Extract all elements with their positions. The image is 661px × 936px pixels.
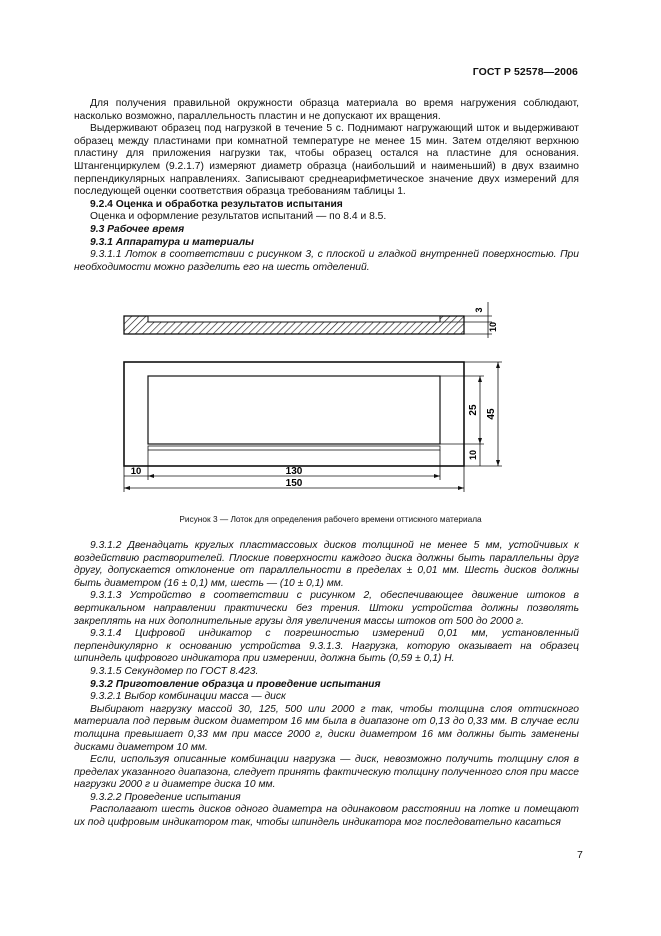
- paragraph: Если, используя описанные комбинации нагрузка — диск, невозможно получить толщину слоя в пределах указанного диапазона, следует принять фактическую толщину полученного слоя при массе нагрузки 2000 г и диаметре диска 10 мм.: [74, 754, 579, 791]
- tray-drawing: [100, 298, 560, 508]
- paragraph: 9.3.2.2 Проведение испытания: [90, 791, 241, 803]
- paragraph: 9.3.1.1 Лоток в соответствии с рисунком 3, с плоской и гладкой внутренней поверхностью. При необходимости можно разделить его на шесть отделений.: [74, 249, 579, 273]
- text-block-top: [74, 98, 579, 274]
- paragraph: 9.3.1.4 Цифровой индикатор с погрешностью измерений 0,01 мм, установленный перпендикулярно к основанию устройства 9.3.1.3. Нагрузка, которую оказывает на образец шпиндель цифрового индикатора при измерении, должна быть (0,59 ± 0,1) Н.: [74, 628, 579, 665]
- paragraph: Располагают шесть дисков одного диаметра на одинаковом расстоянии на лотке и помещают их под цифровым индикатором так, чтобы шпиндель индикатора мог последовательно касаться: [74, 804, 579, 829]
- paragraph: 9.3.2.1 Выбор комбинации масса — диск: [90, 691, 286, 703]
- paragraph: Для получения правильной окружности образца материала во время нагружения соблюдают, насколько возможно, параллельность пластин и не допускают их вращения.: [74, 98, 579, 122]
- standard-header: ГОСТ Р 52578—2006: [472, 66, 578, 78]
- paragraph: Оценка и оформление результатов испытаний — по 8.4 и 8.5.: [90, 211, 387, 223]
- section-heading: 9.3 Рабочее время: [90, 223, 185, 235]
- paragraph: 9.3.1.5 Секундомер по ГОСТ 8.423.: [90, 665, 259, 677]
- paragraph: Выдерживают образец под нагрузкой в течение 5 с. Поднимают нагружающий шток и выдерживают образец между пластинами при комнатной температуре не менее 15 мин. Затем отделяют верхнюю пластину для приложения нагрузки так, чтобы образец остался на пластине для основания. Штангенциркулем (9.2.1.7) измеряют диаметр образца (наибольший и наименьший) в двух взаимно перпендикулярных направлениях. Записывают среднеарифметическое значение двух измерений для последующей оценки соответствия образца требованиям таблицы 1.: [74, 123, 579, 198]
- paragraph: 9.3.1.3 Устройство в соответствии с рисунком 2, обеспечивающее движение штоков в вертикальном направлении практически без трения. Штоки устройства должны позволять закреплять на них дополнительные грузы для увеличения массы штоков от 500 до 2000 г.: [74, 590, 579, 627]
- figure-caption: Рисунок 3 — Лоток для определения рабочего времени оттискного материала: [179, 514, 482, 524]
- paragraph: Выбирают нагрузку массой 30, 125, 500 или 2000 г так, чтобы толщина слоя оттискного материала под первым диском диаметром 16 мм была в диапазоне от 0,13 до 0,33 мм. В случае если толщина превышает 0,33 мм при массе 2000 г, диски диаметром 16 мм должны быть заменены дисками диаметром 10 мм.: [74, 703, 579, 753]
- paragraph: 9.3.1.2 Двенадцать круглых пластмассовых дисков толщиной не менее 5 мм, устойчивых к воздействию растворителей. Плоские поверхности каждого диска должны быть параллельны друг другу, допускается отклонение от параллельности в пределах ± 0,01 мм. Шесть дисков должны быть диаметром (16 ± 0,1) мм, шесть — (10 ± 0,1) мм.: [74, 540, 579, 589]
- dim-10-top-label: 10: [488, 321, 498, 333]
- dim-10-left-label: 10: [130, 466, 142, 477]
- page-number: 7: [577, 849, 583, 861]
- dim-25-label: 25: [468, 404, 479, 416]
- section-heading: 9.2.4 Оценка и обработка результатов испытания: [90, 198, 343, 210]
- dim-45-label: 45: [486, 408, 497, 420]
- tray-top-view: [124, 362, 502, 492]
- dim-150-label: 150: [285, 478, 303, 489]
- dim-130-label: 130: [285, 466, 303, 477]
- dim-3-label: 3: [474, 307, 484, 313]
- text-block-bottom: [74, 540, 579, 830]
- section-heading: 9.3.2 Приготовление образца и проведение испытания: [90, 678, 381, 690]
- section-heading: 9.3.1 Аппаратура и материалы: [90, 236, 254, 248]
- tray-section-view: [124, 302, 492, 338]
- dim-10-right-label: 10: [468, 449, 478, 461]
